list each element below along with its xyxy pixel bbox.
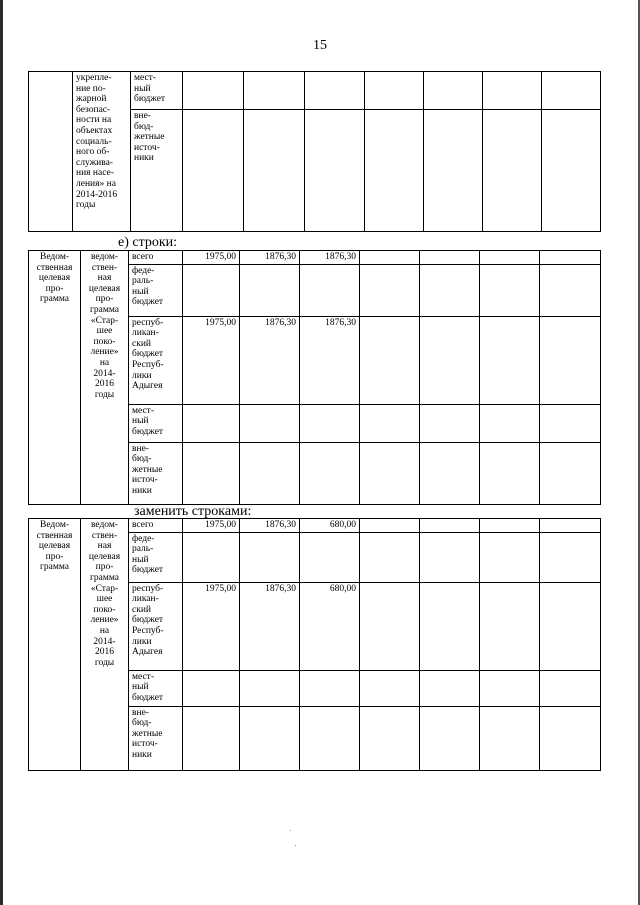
- amount-cell-v3: [300, 532, 360, 582]
- funding-source-cell: вне- бюд- жетные источ- ники: [129, 706, 183, 770]
- empty-cell: [480, 519, 540, 533]
- empty-cell: [420, 404, 480, 442]
- empty-cell: [480, 532, 540, 582]
- empty-cell: [360, 706, 420, 770]
- amount-cell-v1: 1975,00: [183, 519, 240, 533]
- empty-cell: [420, 264, 480, 316]
- funding-source-cell: вне- бюд- жетные источ- ники: [129, 442, 183, 504]
- program-name-cell: ведом- ствен- ная целевая про- грамма «Стар- шее поко- ление» на 2014- 2016 годы: [81, 519, 129, 771]
- empty-cell: [540, 316, 601, 404]
- program-type-cell: Ведом- ственная целевая про- грамма: [29, 519, 81, 771]
- empty-cell: [420, 670, 480, 706]
- amount-cell-v2: 1876,30: [240, 519, 300, 533]
- fragment-cell: [305, 72, 365, 110]
- empty-cell: [360, 670, 420, 706]
- amount-cell-v2: 1876,30: [240, 251, 300, 265]
- empty-cell: [420, 316, 480, 404]
- program-name-cell: ведом- ствен- ная целевая про- грамма «Стар- шее поко- ление» на 2014- 2016 годы: [81, 251, 129, 505]
- amount-cell-v3: 680,00: [300, 519, 360, 533]
- empty-cell: [360, 442, 420, 504]
- fragment-cell: [542, 110, 601, 232]
- amount-cell-v1: 1975,00: [183, 582, 240, 670]
- fragment-cell: [183, 72, 244, 110]
- amount-cell-v2: [240, 532, 300, 582]
- empty-cell: [480, 670, 540, 706]
- empty-cell: [480, 706, 540, 770]
- old-rows-table: [28, 250, 601, 505]
- empty-cell: [540, 264, 601, 316]
- heading-old-rows: е) строки:: [118, 235, 178, 250]
- amount-cell-v2: 1876,30: [240, 582, 300, 670]
- amount-cell-v3: [300, 404, 360, 442]
- empty-cell: [540, 532, 601, 582]
- amount-cell-v1: 1975,00: [183, 251, 240, 265]
- fragment-cell: [244, 72, 305, 110]
- scan-speck: [295, 845, 296, 846]
- amount-cell-v2: [240, 670, 300, 706]
- amount-cell-v1: [183, 670, 240, 706]
- new-rows-table: [28, 518, 601, 771]
- fragment-cell: [424, 110, 483, 232]
- fragment-source-extrabudget: вне- бюд- жетные источ- ники: [131, 110, 183, 232]
- empty-cell: [540, 706, 601, 770]
- amount-cell-v2: [240, 264, 300, 316]
- empty-cell: [360, 532, 420, 582]
- amount-cell-v1: [183, 404, 240, 442]
- empty-cell: [360, 404, 420, 442]
- fragment-cell: [483, 110, 542, 232]
- amount-cell-v2: [240, 442, 300, 504]
- fragment-empty-cell: [29, 72, 73, 232]
- amount-cell-v2: [240, 404, 300, 442]
- empty-cell: [360, 251, 420, 265]
- empty-cell: [480, 442, 540, 504]
- amount-cell-v2: 1876,30: [240, 316, 300, 404]
- fragment-cell: [365, 72, 424, 110]
- amount-cell-v3: 1876,30: [300, 316, 360, 404]
- empty-cell: [420, 519, 480, 533]
- fragment-cell: [424, 72, 483, 110]
- fragment-cell: [305, 110, 365, 232]
- fragment-cell: [365, 110, 424, 232]
- empty-cell: [420, 582, 480, 670]
- fragment-table: [28, 71, 601, 232]
- fragment-program-name: укрепле- ние по- жарной безопас- ности на объектах социаль- ного об- служива- ния насе- ления» на 2014-2016 годы: [73, 72, 131, 232]
- amount-cell-v3: 1876,30: [300, 251, 360, 265]
- amount-cell-v3: [300, 706, 360, 770]
- page-number: 15: [313, 38, 327, 53]
- funding-source-cell: феде- раль- ный бюджет: [129, 532, 183, 582]
- fragment-cell: [483, 72, 542, 110]
- amount-cell-v3: [300, 264, 360, 316]
- fragment-cell: [542, 72, 601, 110]
- amount-cell-v3: 680,00: [300, 582, 360, 670]
- empty-cell: [360, 316, 420, 404]
- amount-cell-v1: [183, 442, 240, 504]
- amount-cell-v1: [183, 532, 240, 582]
- table-row: [29, 251, 601, 265]
- fragment-source-local: мест- ный бюджет: [131, 72, 183, 110]
- empty-cell: [480, 404, 540, 442]
- program-type-cell: Ведом- ственная целевая про- грамма: [29, 251, 81, 505]
- amount-cell-v1: [183, 264, 240, 316]
- funding-source-cell: респуб- ликан- ский бюджет Респуб- лики Адыгея: [129, 582, 183, 670]
- funding-source-cell: респуб- ликан- ский бюджет Респуб- лики Адыгея: [129, 316, 183, 404]
- amount-cell-v1: 1975,00: [183, 316, 240, 404]
- empty-cell: [540, 582, 601, 670]
- empty-cell: [540, 404, 601, 442]
- funding-source-cell: мест- ный бюджет: [129, 670, 183, 706]
- amount-cell-v2: [240, 706, 300, 770]
- funding-source-cell: всего: [129, 251, 183, 265]
- scan-left-edge: [0, 0, 3, 905]
- empty-cell: [540, 442, 601, 504]
- amount-cell-v3: [300, 442, 360, 504]
- empty-cell: [480, 251, 540, 265]
- empty-cell: [420, 442, 480, 504]
- empty-cell: [480, 582, 540, 670]
- fragment-cell: [244, 110, 305, 232]
- funding-source-cell: феде- раль- ный бюджет: [129, 264, 183, 316]
- empty-cell: [420, 251, 480, 265]
- fragment-cell: [183, 110, 244, 232]
- amount-cell-v3: [300, 670, 360, 706]
- scan-speck: [290, 830, 291, 831]
- empty-cell: [420, 706, 480, 770]
- table-row: [29, 519, 601, 533]
- empty-cell: [420, 532, 480, 582]
- funding-source-cell: всего: [129, 519, 183, 533]
- empty-cell: [540, 519, 601, 533]
- empty-cell: [540, 670, 601, 706]
- funding-source-cell: мест- ный бюджет: [129, 404, 183, 442]
- empty-cell: [480, 316, 540, 404]
- heading-new-rows: заменить строками:: [134, 504, 252, 519]
- empty-cell: [480, 264, 540, 316]
- empty-cell: [540, 251, 601, 265]
- empty-cell: [360, 264, 420, 316]
- empty-cell: [360, 519, 420, 533]
- empty-cell: [360, 582, 420, 670]
- amount-cell-v1: [183, 706, 240, 770]
